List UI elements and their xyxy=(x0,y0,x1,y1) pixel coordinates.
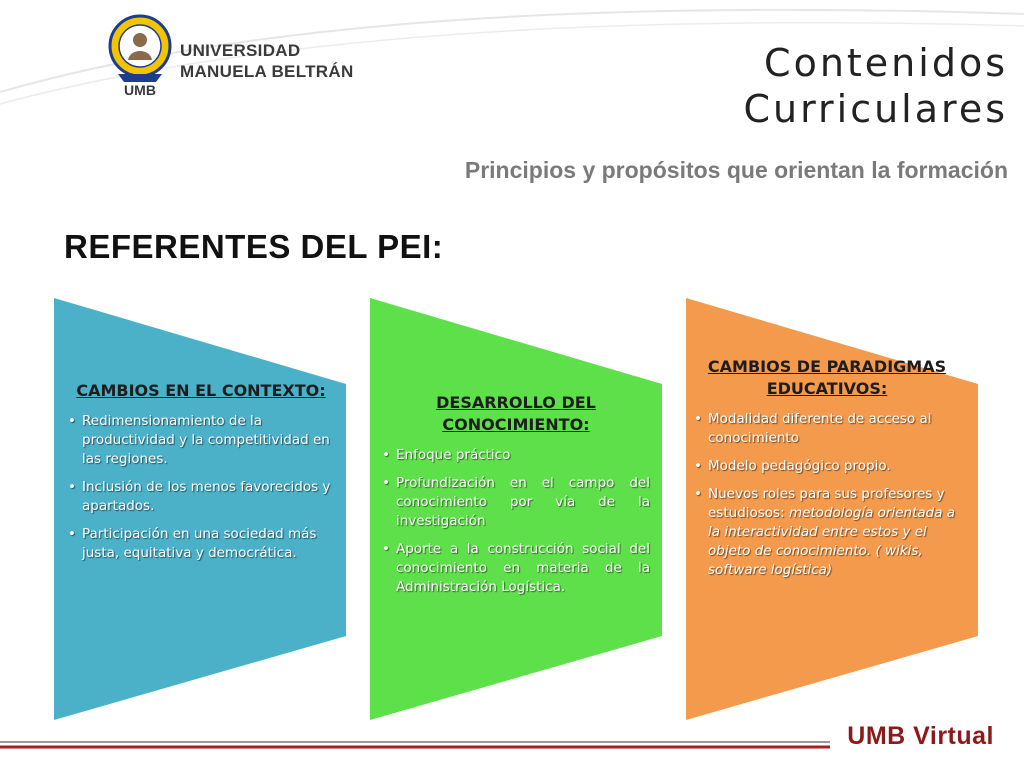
panel-knowledge-list xyxy=(382,446,650,597)
list-item: • Redimensionamiento de la productividad y la competitividad en las regiones. xyxy=(68,412,334,469)
page-title: Contenidos Curriculares xyxy=(743,41,1008,131)
panel-context xyxy=(68,380,334,572)
list-item: • Profundización en el campo del conocimiento por vía de la investigación xyxy=(382,474,650,531)
footer-brand: UMB Virtual xyxy=(847,722,994,750)
logo-line-1: UNIVERSIDAD xyxy=(180,41,301,60)
list-item: • Enfoque práctico xyxy=(382,446,650,465)
list-item: • Inclusión de los menos favorecidos y apartados. xyxy=(68,478,334,516)
logo-line-2: MANUELA BELTRÁN xyxy=(180,62,354,81)
panel-knowledge-heading: DESARROLLO DEL CONOCIMIENTO: xyxy=(436,393,596,434)
page-subtitle: Principios y propósitos que orientan la formación xyxy=(464,157,1008,183)
list-item: • Modalidad diferente de acceso al conocimiento xyxy=(694,410,960,448)
section-heading: REFERENTES DEL PEI: xyxy=(64,228,444,265)
list-item: • Aporte a la construcción social del conocimiento en materia de la Administración Logística. xyxy=(382,540,650,597)
list-item-plain: Nuevos roles para sus profesores y estudiosos: xyxy=(708,486,945,521)
panel-context-list xyxy=(68,412,334,563)
panel-knowledge xyxy=(382,392,650,606)
panel-context-heading: CAMBIOS EN EL CONTEXTO: xyxy=(76,381,326,400)
panel-paradigms-list xyxy=(694,410,960,580)
list-item: • Participación en una sociedad más justa, equitativa y democrática. xyxy=(68,525,334,563)
list-item-italic: metodología orientada a la interactividad entre estos y el objeto de conocimiento. ( wikis, software logística) xyxy=(708,505,956,578)
panel-paradigms-heading: CAMBIOS DE PARADIGMAS EDUCATIVOS: xyxy=(707,357,947,398)
seal-abbrev: UMB xyxy=(124,82,156,98)
list-item xyxy=(694,485,960,580)
panel-paradigms xyxy=(694,356,960,589)
list-item: • Modelo pedagógico propio. xyxy=(694,457,960,476)
